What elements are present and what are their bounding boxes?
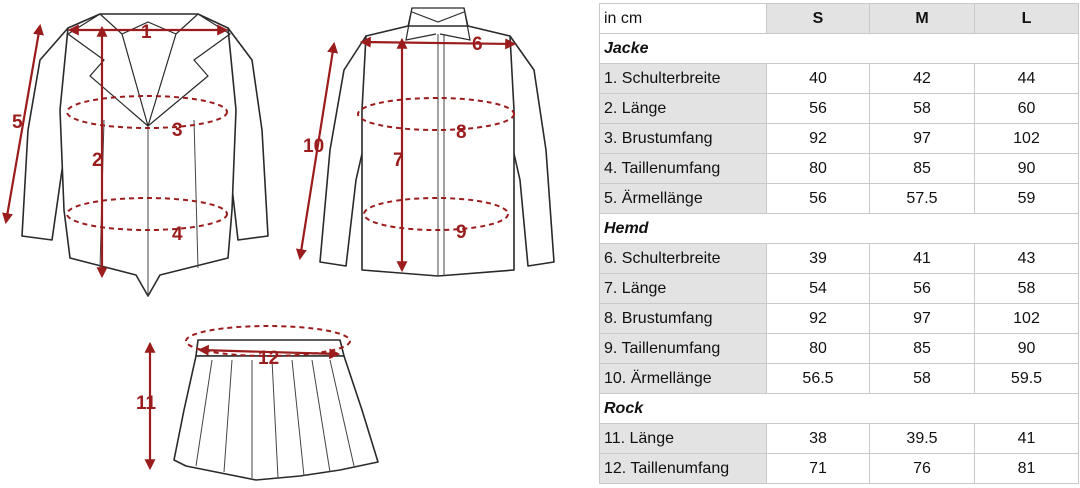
table-row [600,124,1079,154]
value-cell-l: 58 [975,274,1079,304]
size-header-s: S [767,4,870,34]
group-title: Hemd [600,214,1079,244]
table-row [600,304,1079,334]
value-cell-l: 44 [975,64,1079,94]
measure-label-2: 2 [92,150,103,171]
measure-label-5: 5 [12,112,23,133]
value-cell-m: 97 [870,304,975,334]
measurement-label: 10. Ärmellänge [600,364,767,394]
value-cell-l: 43 [975,244,1079,274]
size-header-l: L [975,4,1079,34]
value-cell-l: 59.5 [975,364,1079,394]
value-cell-l: 41 [975,424,1079,454]
size-table-body [600,4,1079,484]
group-title: Jacke [600,34,1079,64]
measurement-label: 7. Länge [600,274,767,304]
measurement-label: 1. Schulterbreite [600,64,767,94]
unit-header: in cm [600,4,767,34]
table-row [600,364,1079,394]
measure-label-7: 7 [393,150,404,171]
table-row [600,94,1079,124]
group-row [600,214,1079,244]
value-cell-m: 56 [870,274,975,304]
table-row [600,64,1079,94]
measurement-label: 6. Schulterbreite [600,244,767,274]
measurement-label: 5. Ärmellänge [600,184,767,214]
measure-label-9: 9 [456,222,467,243]
value-cell-s: 56 [767,94,870,124]
value-cell-s: 40 [767,64,870,94]
measurement-label: 4. Taillenumfang [600,154,767,184]
measurement-label: 12. Taillenumfang [600,454,767,484]
value-cell-m: 57.5 [870,184,975,214]
value-cell-s: 54 [767,274,870,304]
value-cell-s: 56.5 [767,364,870,394]
table-row [600,184,1079,214]
value-cell-l: 81 [975,454,1079,484]
table-row [600,424,1079,454]
value-cell-s: 80 [767,154,870,184]
value-cell-s: 92 [767,124,870,154]
measure-label-1: 1 [141,22,152,43]
value-cell-l: 102 [975,124,1079,154]
value-cell-m: 42 [870,64,975,94]
value-cell-s: 92 [767,304,870,334]
measure-label-11: 11 [136,393,157,414]
value-cell-m: 58 [870,364,975,394]
value-cell-m: 85 [870,154,975,184]
group-title: Rock [600,394,1079,424]
measurement-label: 3. Brustumfang [600,124,767,154]
table-row [600,154,1079,184]
measurement-label: 8. Brustumfang [600,304,767,334]
shirt-illustration [320,8,554,276]
measure-label-6: 6 [472,34,483,55]
value-cell-m: 39.5 [870,424,975,454]
value-cell-s: 39 [767,244,870,274]
measurement-label: 11. Länge [600,424,767,454]
measure-label-10: 10 [303,136,325,157]
table-row [600,274,1079,304]
value-cell-m: 97 [870,124,975,154]
table-row [600,244,1079,274]
value-cell-m: 76 [870,454,975,484]
measure-label-8: 8 [456,122,467,143]
size-header-m: M [870,4,975,34]
measure-label-4: 4 [172,224,183,245]
size-table [599,3,1079,484]
value-cell-m: 41 [870,244,975,274]
value-cell-s: 56 [767,184,870,214]
group-row [600,34,1079,64]
group-row [600,394,1079,424]
measurement-label: 9. Taillenumfang [600,334,767,364]
table-row [600,334,1079,364]
measurement-label: 2. Länge [600,94,767,124]
measure-label-3: 3 [172,120,183,141]
value-cell-s: 80 [767,334,870,364]
value-cell-l: 60 [975,94,1079,124]
value-cell-l: 90 [975,334,1079,364]
table-header-row [600,4,1079,34]
value-cell-s: 38 [767,424,870,454]
value-cell-m: 58 [870,94,975,124]
jacket-illustration [22,14,268,296]
measure-label-12: 12 [258,348,280,369]
value-cell-s: 71 [767,454,870,484]
value-cell-l: 90 [975,154,1079,184]
value-cell-m: 85 [870,334,975,364]
value-cell-l: 59 [975,184,1079,214]
table-row [600,454,1079,484]
value-cell-l: 102 [975,304,1079,334]
